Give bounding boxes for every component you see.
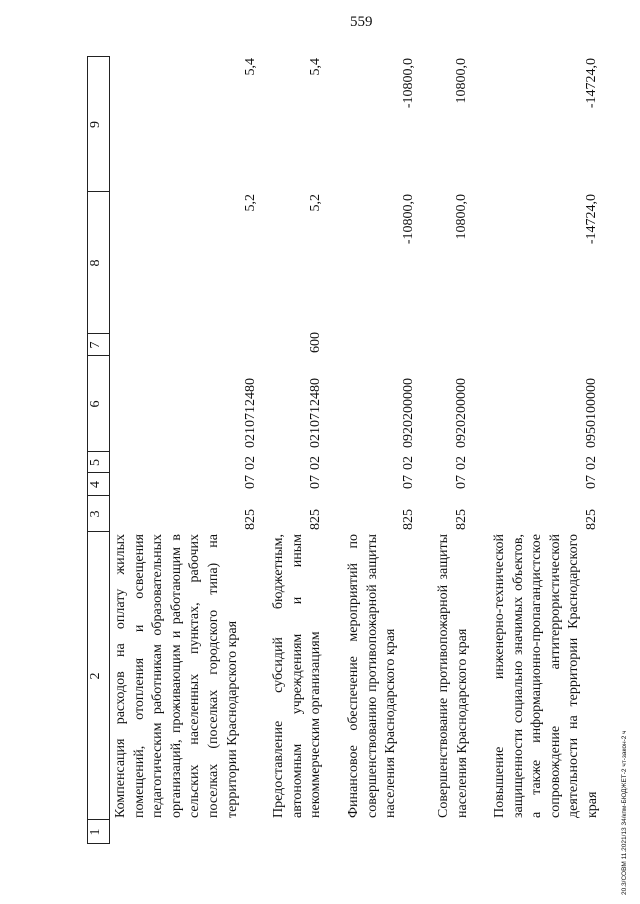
header-col-9: 9 <box>88 121 103 128</box>
header-col-1: 1 <box>88 828 103 836</box>
header-col-4: 4 <box>88 481 103 488</box>
row-description: Совершенствование противопожарной защиты населения Краснодарского края <box>436 534 470 818</box>
cell-expense-type: 600 <box>308 332 323 353</box>
stamp-text: 20.3/СОВМ 11.2021/13 34/кпм-БЮДЖЕТ-2 чт-закон-2 ч <box>621 730 628 895</box>
cell-amount-1: -10800,0 <box>401 194 416 245</box>
header-col-6: 6 <box>88 400 103 408</box>
cell-section: 07 <box>243 475 258 489</box>
cell-subsection: 02 <box>308 456 323 470</box>
cell-amount-2: 5,4 <box>243 58 258 76</box>
header-col-7: 7 <box>88 341 103 349</box>
cell-admin-code: 825 <box>584 509 599 530</box>
cell-section: 07 <box>584 475 599 489</box>
cell-amount-1: -14724,0 <box>584 194 599 245</box>
header-bottom-line <box>109 56 110 844</box>
cell-admin-code: 825 <box>308 509 323 530</box>
cell-section: 07 <box>308 475 323 489</box>
cell-target-article: 0920200000 <box>401 378 416 448</box>
cell-admin-code: 825 <box>243 509 258 530</box>
row-description: Финансовое обеспечение мероприятий по совершенствованию противопожарной защиты населения Краснодарского края <box>346 534 399 818</box>
document-stamp <box>621 605 639 895</box>
cell-admin-code: 825 <box>454 509 469 530</box>
budget-table <box>85 52 640 848</box>
cell-subsection: 02 <box>401 456 416 470</box>
cell-section: 07 <box>401 475 416 489</box>
cell-target-article: 0210712480 <box>308 378 323 448</box>
cell-amount-2: -14724,0 <box>584 58 599 109</box>
header-col-2: 2 <box>88 672 103 680</box>
header-col-8: 8 <box>88 259 103 267</box>
header-col-5: 5 <box>88 459 103 466</box>
cell-target-article: 0950100000 <box>584 378 599 448</box>
row-description: Компенсация расходов на оплату жилых помещений, отопления и освещения педагогическим работникам образовательных организаций, проживающим и работающим в сельских населенных пунктах, рабочих поселках (поселках городского типа) на территории Краснодарского края <box>113 534 240 818</box>
cell-target-article: 0920200000 <box>454 378 469 448</box>
cell-amount-1: 5,2 <box>243 194 258 212</box>
cell-section: 07 <box>454 475 469 489</box>
cell-amount-2: 10800,0 <box>454 58 469 104</box>
table-rotation-wrapper <box>85 52 640 848</box>
header-col-3: 3 <box>88 510 103 518</box>
cell-target-article: 0210712480 <box>243 378 258 448</box>
cell-amount-2: -10800,0 <box>401 58 416 109</box>
cell-amount-1: 10800,0 <box>454 194 469 240</box>
cell-subsection: 02 <box>454 456 469 470</box>
cell-subsection: 02 <box>243 456 258 470</box>
row-description: Предоставление субсидий бюджетным, автономным учреждениям и иным некоммерческим организациям <box>271 534 324 818</box>
cell-amount-2: 5,4 <box>308 58 323 76</box>
cell-subsection: 02 <box>584 456 599 470</box>
cell-admin-code: 825 <box>401 509 416 530</box>
row-description: Повышение инженерно-технической защищенности социально значимых объектов, а также информационно-пропагандистское сопровождение антитеррористической деятельности на территории Краснодарского края <box>492 534 600 818</box>
page-number: 559 <box>350 14 373 30</box>
cell-amount-1: 5,2 <box>308 194 323 212</box>
